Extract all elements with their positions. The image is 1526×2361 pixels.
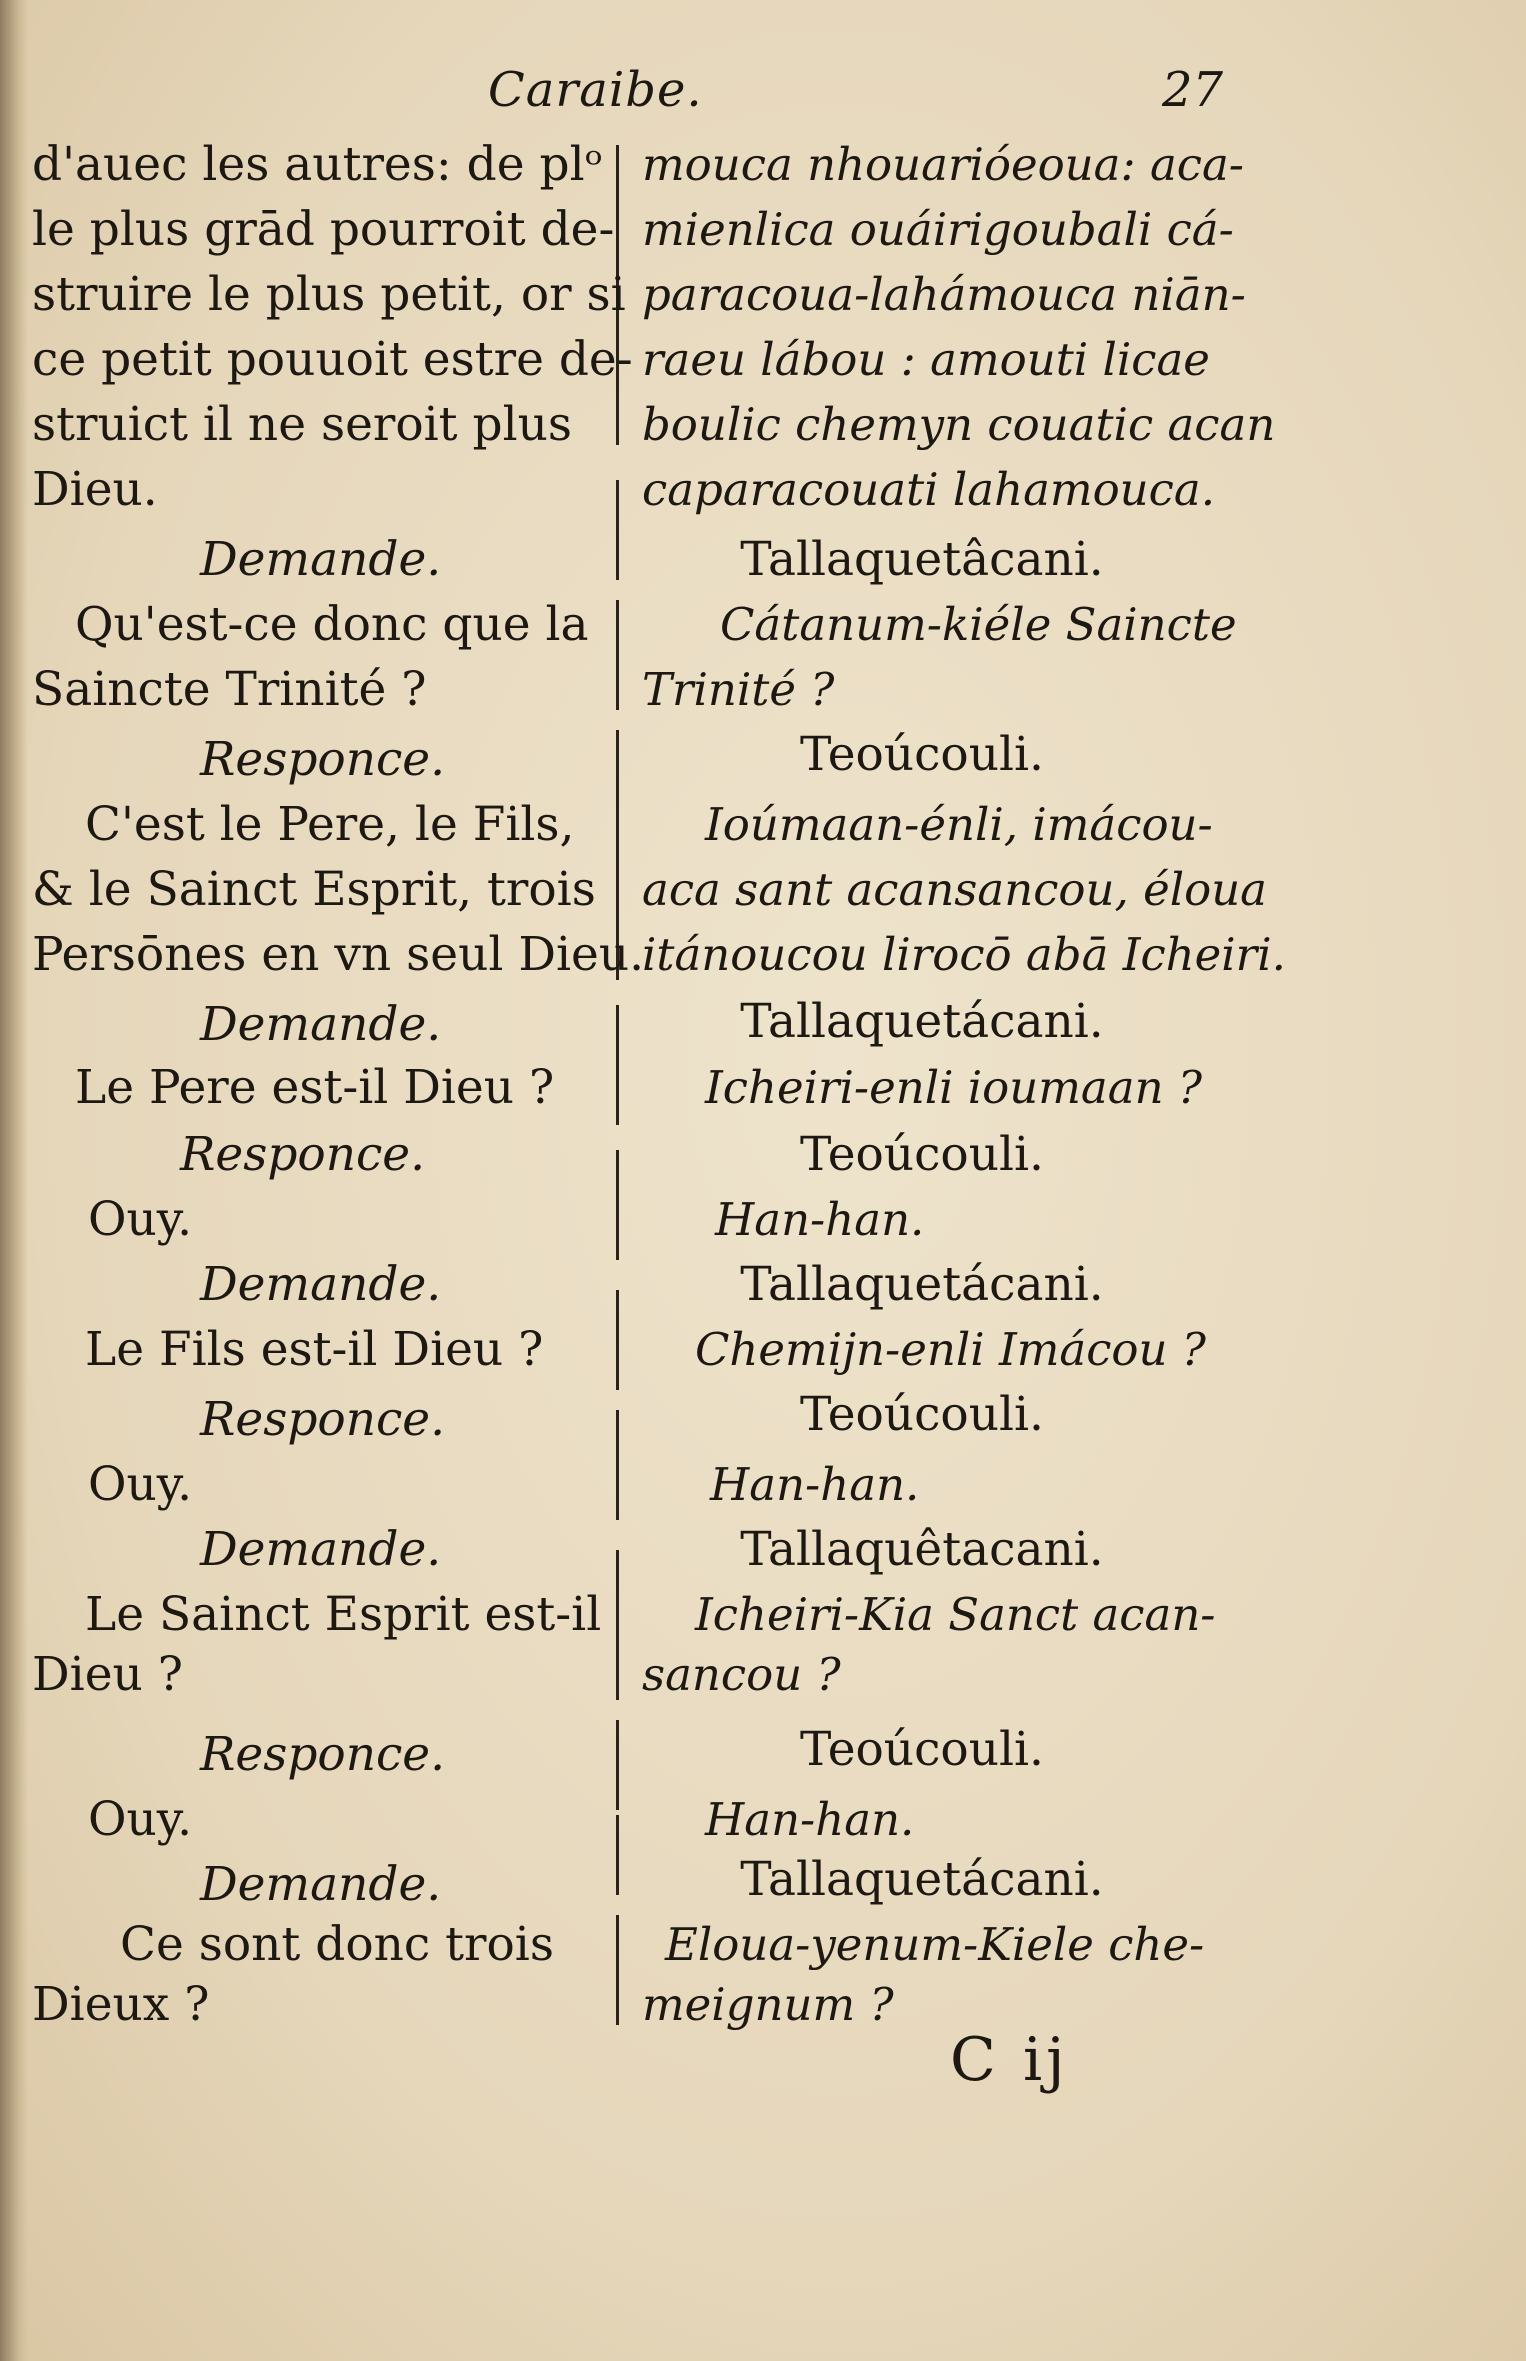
- carib-line: Cátanum-kiéle Saincte: [720, 598, 1237, 651]
- carib-line: aca sant acansancou, éloua: [642, 863, 1268, 916]
- french-line: C'est le Pere, le Fils,: [85, 797, 575, 852]
- carib-label-answer: Teoúcouli.: [800, 727, 1044, 782]
- french-label-demande: Demande.: [200, 1522, 442, 1577]
- french-line: Ouy.: [88, 1457, 193, 1512]
- french-line: struire le plus petit, or si: [32, 267, 626, 322]
- carib-line: Eloua-yenum-Kiele che-: [665, 1918, 1205, 1971]
- french-label-responce: Responce.: [180, 1127, 426, 1182]
- french-label-responce: Responce.: [200, 732, 446, 787]
- french-line: Ouy.: [88, 1192, 193, 1247]
- french-line: Le Pere est-il Dieu ?: [75, 1060, 555, 1115]
- french-line: & le Sainct Esprit, trois: [32, 862, 596, 917]
- carib-label-answer: Teoúcouli.: [800, 1127, 1044, 1182]
- carib-line: mouca nhouarióeoua: aca-: [642, 138, 1245, 191]
- carib-label-answer: Teoúcouli.: [800, 1722, 1044, 1777]
- carib-line: meignum ?: [642, 1978, 894, 2031]
- carib-line: Trinité ?: [642, 663, 835, 716]
- carib-line: caparacouati lahamouca.: [642, 463, 1216, 516]
- carib-line: Icheiri-enli ioumaan ?: [705, 1061, 1202, 1114]
- carib-line: Chemijn-enli Imácou ?: [695, 1323, 1206, 1376]
- french-line: struict il ne seroit plus: [32, 397, 573, 452]
- french-line: ce petit pouuoit estre de-: [32, 332, 633, 387]
- carib-label-question: Tallaquetácani.: [740, 1852, 1104, 1907]
- carib-line: raeu lábou : amouti licae: [642, 333, 1210, 386]
- carib-label-question: Tallaquetácani.: [740, 994, 1104, 1049]
- french-label-demande: Demande.: [200, 997, 442, 1052]
- page-number: 27: [1162, 62, 1224, 118]
- french-line: Persōnes en vn seul Dieu.: [32, 927, 645, 982]
- french-label-responce: Responce.: [200, 1392, 446, 1447]
- carib-label-answer: Teoúcouli.: [800, 1387, 1044, 1442]
- french-line: Dieu.: [32, 462, 158, 517]
- french-label-responce: Responce.: [200, 1727, 446, 1782]
- carib-line: Ioúmaan-énli, imácou-: [705, 798, 1213, 851]
- french-line: Le Sainct Esprit est-il: [85, 1587, 602, 1642]
- french-line: Qu'est-ce donc que la: [75, 597, 589, 652]
- signature-mark: C ij: [950, 2025, 1069, 2095]
- running-title: Caraibe.: [488, 62, 703, 118]
- carib-line: Han-han.: [715, 1193, 925, 1246]
- french-line: Ouy.: [88, 1792, 193, 1847]
- carib-line: boulic chemyn couatic acan: [642, 398, 1276, 451]
- french-line: d'auec les autres: de plᵒ: [32, 137, 603, 192]
- french-line: Saincte Trinité ?: [32, 662, 427, 717]
- carib-label-question: Tallaquêtacani.: [740, 1522, 1104, 1577]
- carib-line: itánoucou lirocō abā Icheiri.: [642, 928, 1286, 981]
- french-label-demande: Demande.: [200, 1257, 442, 1312]
- french-line: le plus grād pourroit de-: [32, 202, 615, 257]
- carib-line: Icheiri-Kia Sanct acan-: [695, 1588, 1216, 1641]
- carib-label-question: Tallaquetâcani.: [740, 532, 1104, 587]
- french-line: Dieu ?: [32, 1647, 183, 1702]
- french-label-demande: Demande.: [200, 1857, 442, 1912]
- french-line: Ce sont donc trois: [120, 1917, 554, 1972]
- french-label-demande: Demande.: [200, 532, 442, 587]
- carib-line: Han-han.: [710, 1458, 920, 1511]
- carib-line: sancou ?: [642, 1648, 841, 1701]
- french-line: Le Fils est-il Dieu ?: [85, 1322, 544, 1377]
- carib-line: mienlica ouáirigoubali cá-: [642, 203, 1234, 256]
- carib-line: paracoua-lahámouca niān-: [642, 268, 1246, 321]
- carib-label-question: Tallaquetácani.: [740, 1257, 1104, 1312]
- carib-line: Han-han.: [705, 1793, 915, 1846]
- french-line: Dieux ?: [32, 1977, 210, 2032]
